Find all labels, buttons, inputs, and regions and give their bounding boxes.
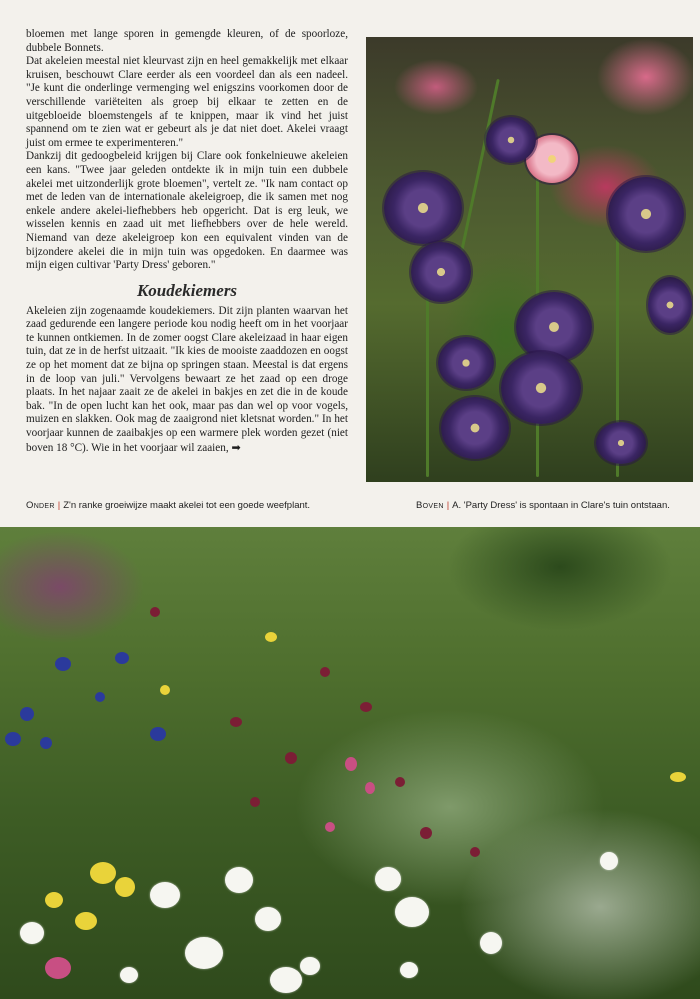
continue-arrow-icon: ➡ [231,440,241,454]
article-text-column [26,28,348,455]
caption-separator: | [57,500,61,511]
caption-separator: | [446,500,450,511]
article-paragraph-text: Akeleien zijn zogenaamde koudekiemers. Dit zijn planten waarvan het zaad gedurende een langere periode kou nodig heeft om in het voorjaar te kunnen ontkiemen. In de zomer oogst Clare akeleizaad in haar eigen tuin, dat ze in de herfst uitzaait. "Ik kies de mooiste zaaddozen en oogst ze op het moment dat ze bijna op springen staan. Meestal is dat ergens in de loop van juli." Vervolgens bewaart ze het zaad op een droge plaats. In het najaar zaait ze de akelei in bakjes en zet die in de koude bak. "In de open lucht kan het ook, maar pas dan wel op voor vogels, muizen en slakken. Ook mag de zaaigrond niet kletsnat worden." In het voorjaar kunnen de zaaibakjes op een warmere plek worden gezet (niet boven 18 °C). Wie in het voorjaar wil zaaien, [26,304,348,454]
caption-text: A. 'Party Dress' is spontaan in Clare's tuin ontstaan. [452,500,670,511]
article-paragraph: Dat akeleien meestal niet kleurvast zijn en heel gemakkelijk met elkaar kruisen, beschouwt Clare eerder als een voordeel dan als een nadeel. "Je kunt die onderlinge vermenging wel enigszins voorkomen door de verschillende variëteiten als groep bij elkaar te zetten en de uitgebloeide bloemstengels af te knippen, maar ik vind het juist spannend om te zien wat er gebeurt als je dat niet doet. Akelei vraagt juist om ermee te experimenteren." [26,55,348,149]
caption-text: Z'n ranke groeiwijze maakt akelei tot een goede weefplant. [63,500,311,511]
caption-top-photo [416,500,670,512]
caption-lead: Onder [26,500,55,511]
garden-border-photo [0,527,700,999]
article-paragraph [26,305,348,456]
article-paragraph: bloemen met lange sporen in gemengde kleuren, of de spoorloze, dubbele Bonnets. [26,28,348,54]
article-paragraph: Dankzij dit gedoogbeleid krijgen bij Clare ook fonkelnieuwe akeleien een kans. "Twee jaar geleden ontdekte ik in mijn tuin een dubbele akelei met uitzonderlijk grote bloemen", vertelt ze. "Ik nam contact op met de leden van de internationale akeleigroep, die ik samen met nog enkele andere akelei-liefhebbers heb opgericht. Dat is erg leuk, we wisselen kennis en zaad uit met liefhebbers over de hele wereld. Niemand van deze akeleigroep kon een equivalent vinden van de bijzondere akelei die in mijn tuin was opgedoken. En daarmee was mijn eigen cultivar 'Party Dress' geboren." [26,150,348,272]
columbine-photo [366,37,693,482]
caption-lead: Boven [416,500,444,511]
section-subheading: Koudekiemers [136,280,238,300]
caption-bottom-photo [26,500,310,512]
